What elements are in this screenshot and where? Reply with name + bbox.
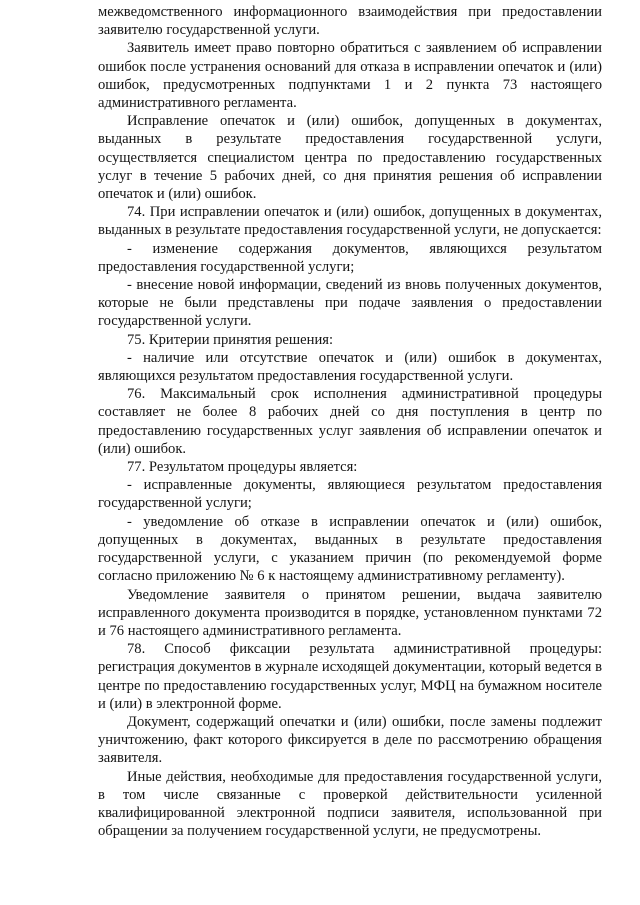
paragraph-applicant-notice: Уведомление заявителя о принятом решении, выдача заявителю исправленного документа производится в порядке, установленном пунктами 72 и 76 настоящего административного регламента.: [98, 586, 602, 639]
paragraph-correction-term: Исправление опечаток и (или) ошибок, допущенных в документах, выданных в результате предоставления государственной услуги, осуществляется специалистом центра по предоставлению государственных услуг в течение 5 рабочих дней, со дня принятия решения об исправлении опечаток и (или) ошибок.: [98, 113, 602, 203]
paragraph-other-actions: Иные действия, необходимые для предоставления государственной услуги, в том числе связанные с проверкой действительности усиленной квалифицированной электронной подписи заявителя, использованной при обращении за получением государственной услуги, не предусмотрены.: [98, 768, 602, 840]
list-item-new-information: - внесение новой информации, сведений из вновь полученных документов, которые не были представлены при подаче заявления о предоставлении государственной услуги.: [98, 277, 602, 330]
paragraph-document-destruction: Документ, содержащий опечатки и (или) ошибки, после замены подлежит уничтожению, факт которого фиксируется в деле по рассмотрению обращения заявителя.: [98, 713, 602, 767]
list-item-content-change: - изменение содержания документов, являющихся результатом предоставления государственной услуги;: [98, 240, 602, 275]
paragraph-item-75: 75. Критерии принятия решения:: [127, 331, 334, 348]
paragraph-resubmission-right: Заявитель имеет право повторно обратиться с заявлением об исправлении ошибок после устранения оснований для отказа в исправлении опечаток и (или) ошибок, предусмотренных подпунктами 1 и 2 пункта 73 настоящего административного регламента.: [98, 40, 602, 112]
list-item-criteria: - наличие или отсутствие опечаток и (или) ошибок в документах, являющихся результатом предоставления государственной услуги.: [98, 349, 602, 385]
paragraph-item-77: 77. Результатом процедуры является:: [127, 459, 358, 476]
paragraph-item-74: 74. При исправлении опечаток и (или) ошибок, допущенных в документах, выданных в результате предоставления государственной услуги, не допускается:: [98, 204, 602, 239]
paragraph-item-78: 78. Способ фиксации результата административной процедуры: регистрация документов в журнале исходящей документации, который ведется в центре по предоставлению государственных услуг, МФЦ на бумажном носителе и (или) в электронной форме.: [98, 641, 602, 712]
list-item-refusal-notice: - уведомление об отказе в исправлении опечаток и (или) ошибок, допущенных в документах, выданных в результате предоставления государственной услуги, с указанием причин (по рекомендуемой форме согласно приложению № 6 к настоящему административному регламенту).: [98, 513, 602, 585]
paragraph-continuation: межведомственного информационного взаимодействия при предоставлении заявителю государственной услуги.: [98, 4, 602, 39]
list-item-corrected-documents: - исправленные документы, являющиеся результатом предоставления государственной услуги;: [98, 477, 602, 512]
paragraph-item-76: 76. Максимальный срок исполнения административной процедуры составляет не более 8 рабочих дней со дня поступления в центр по предоставлению государственных услуг заявления об исправлении опечаток и (или) ошибок.: [98, 386, 602, 457]
